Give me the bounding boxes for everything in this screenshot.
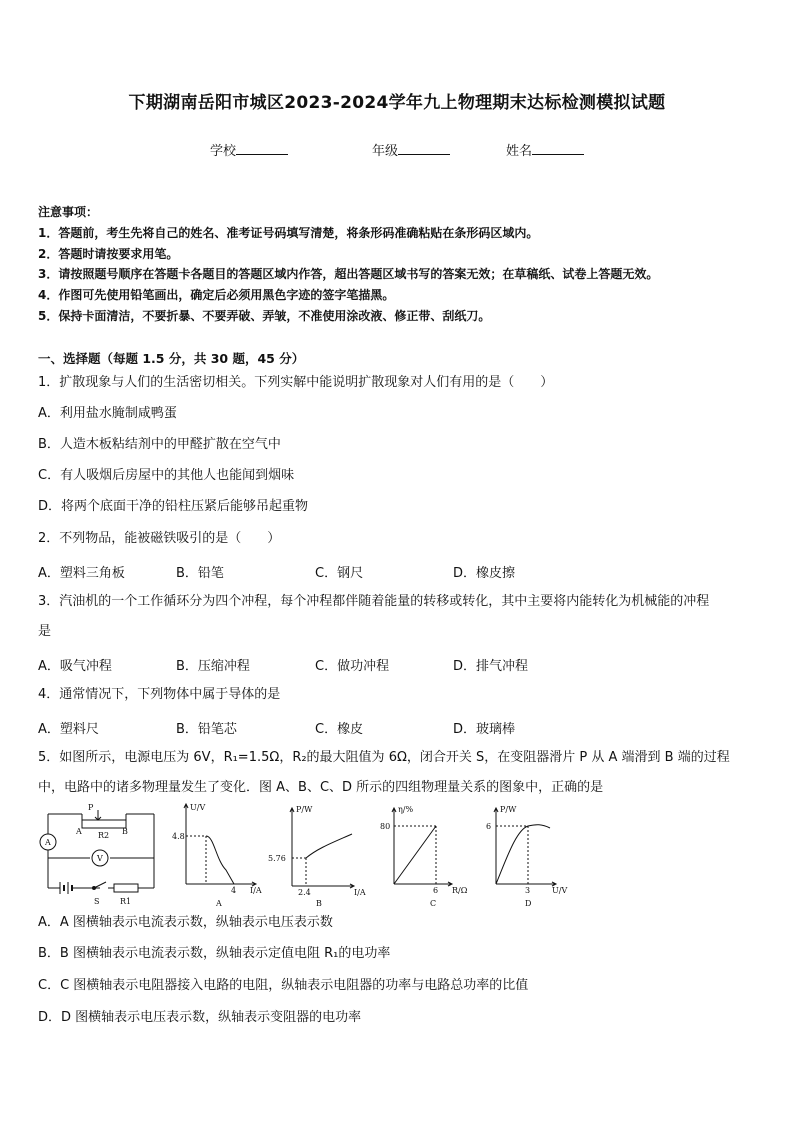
question-4-stem: 4．通常情况下，下列物体中属于导体的是 xyxy=(38,687,281,702)
graph-d-caption: D xyxy=(525,899,532,908)
section-title: 一、选择题（每题 1.5 分，共 30 题，45 分） xyxy=(38,351,305,366)
slider-p-label: P xyxy=(88,803,94,812)
question-2-stem: 2．不列物品，能被磁铁吸引的是（ ） xyxy=(38,531,281,546)
notes-heading: 注意事项： xyxy=(38,205,99,219)
r2-label: R2 xyxy=(98,831,110,840)
graph-b-xtick: 2.4 xyxy=(298,888,311,897)
graph-a-ytick: 4.8 xyxy=(172,832,185,841)
graph-c-caption: C xyxy=(430,899,437,908)
graph-a-caption: A xyxy=(216,899,222,908)
question-3-option-a: A．吸气冲程 xyxy=(38,659,112,674)
name-label: 姓名 xyxy=(506,144,533,159)
graph-b-ylabel: P/W xyxy=(296,805,313,814)
circuit-diagram xyxy=(40,810,154,894)
question-2-option-a: A．塑料三角板 xyxy=(38,566,125,581)
graph-b-ytick: 5.76 xyxy=(268,854,286,863)
graph-d xyxy=(494,808,556,886)
question-5-option-c: C．C 图横轴表示电阻器接入电路的电阻，纵轴表示电阻器的功率与电路总功率的比值 xyxy=(38,978,529,993)
question-3-option-c: C．做功冲程 xyxy=(315,659,390,674)
graph-c-xlabel: R/Ω xyxy=(452,886,468,895)
question-5-option-d: D．D 图横轴表示电压表示数，纵轴表示变阻器的电功率 xyxy=(38,1010,362,1025)
question-2-option-c: C．钢尺 xyxy=(315,566,364,581)
question-2-option-d: D．橡皮擦 xyxy=(453,566,516,581)
graph-b-caption: B xyxy=(316,899,322,908)
question-1-option-b: B．人造木板粘结剂中的甲醛扩散在空气中 xyxy=(38,437,281,452)
graph-b-xlabel: I/A xyxy=(354,888,366,897)
r1-label: R1 xyxy=(120,897,132,906)
voltmeter-symbol: V xyxy=(97,854,103,863)
graph-a-xlabel: I/A xyxy=(250,886,262,895)
graph-a xyxy=(184,804,256,886)
graph-a-xtick: 4 xyxy=(231,886,237,895)
graph-d-xtick: 3 xyxy=(525,886,531,895)
school-label: 学校 xyxy=(210,144,237,159)
school-field xyxy=(210,140,288,159)
graph-c xyxy=(392,808,452,886)
question-4-option-b: B．铅笔芯 xyxy=(176,722,237,737)
grade-field xyxy=(372,140,450,159)
rheostat-end-a: A xyxy=(76,827,82,836)
question-4-option-d: D．玻璃棒 xyxy=(453,722,516,737)
graph-c-ylabel: η/% xyxy=(398,805,414,814)
school-blank xyxy=(236,142,288,155)
question-5-stem-line1: 5．如图所示，电源电压为 6V，R₁=1.5Ω，R₂的最大阻值为 6Ω，闭合开关 S，在变阻器滑片 P 从 A 端滑到 B 端的过程 xyxy=(38,750,730,765)
graph-c-ytick: 80 xyxy=(380,822,391,831)
question-5-option-a: A．A 图横轴表示电流表示数，纵轴表示电压表示数 xyxy=(38,915,333,930)
switch-label: S xyxy=(94,897,100,906)
question-1-option-a: A．利用盐水腌制咸鸭蛋 xyxy=(38,406,177,421)
question-1-stem: 1．扩散现象与人们的生活密切相关。下列实解中能说明扩散现象对人们有用的是（ ） xyxy=(38,375,554,390)
grade-label: 年级 xyxy=(372,144,399,159)
note-item: 2．答题时请按要求用笔。 xyxy=(38,247,179,261)
question-3-option-b: B．压缩冲程 xyxy=(176,659,250,674)
question-2-option-b: B．铅笔 xyxy=(176,566,224,581)
question-4-option-c: C．橡皮 xyxy=(315,722,364,737)
name-field xyxy=(506,140,584,159)
note-item: 4．作图可先使用铅笔画出，确定后必须用黑色字迹的签字笔描黑。 xyxy=(38,288,395,302)
question-3-stem-line2: 是 xyxy=(38,624,52,639)
graph-c-xtick: 6 xyxy=(433,886,439,895)
question-3-stem-line1: 3．汽油机的一个工作循环分为四个冲程，每个冲程都伴随着能量的转移或转化，其中主要将内能转化为机械能的冲程 xyxy=(38,594,710,609)
grade-blank xyxy=(398,142,450,155)
graph-d-xlabel: U/V xyxy=(552,886,568,895)
question-1-option-d: D．将两个底面干净的铅柱压紧后能够吊起重物 xyxy=(38,499,309,514)
graph-a-ylabel: U/V xyxy=(190,803,206,812)
question-5-stem-line2: 中，电路中的诸多物理量发生了变化．图 A、B、C、D 所示的四组物理量关系的图象中，正确的是 xyxy=(38,780,604,795)
question-5-figure xyxy=(0,800,794,912)
graph-b xyxy=(290,808,354,888)
question-4-option-a: A．塑料尺 xyxy=(38,722,99,737)
question-5-option-b: B．B 图横轴表示电流表示数，纵轴表示定值电阻 R₁的电功率 xyxy=(38,946,391,961)
name-blank xyxy=(532,142,584,155)
question-1-option-c: C．有人吸烟后房屋中的其他人也能闻到烟味 xyxy=(38,468,295,483)
note-item: 1．答题前，考生先将自己的姓名、准考证号码填写清楚，将条形码准确粘贴在条形码区域内。 xyxy=(38,226,539,240)
ammeter-symbol: A xyxy=(45,838,51,847)
graph-d-ylabel: P/W xyxy=(500,805,517,814)
note-item: 3．请按照题号顺序在答题卡各题目的答题区域内作答，超出答题区域书写的答案无效；在草稿纸、试卷上答题无效。 xyxy=(38,267,659,281)
question-3-option-d: D．排气冲程 xyxy=(453,659,529,674)
graph-d-ytick: 6 xyxy=(486,822,492,831)
note-item: 5．保持卡面清洁，不要折暴、不要弄破、弄皱，不准使用涂改液、修正带、刮纸刀。 xyxy=(38,309,491,323)
page-title: 下期湖南岳阳市城区2023-2024学年九上物理期末达标检测模拟试题 xyxy=(128,93,666,113)
rheostat-end-b: B xyxy=(122,827,128,836)
